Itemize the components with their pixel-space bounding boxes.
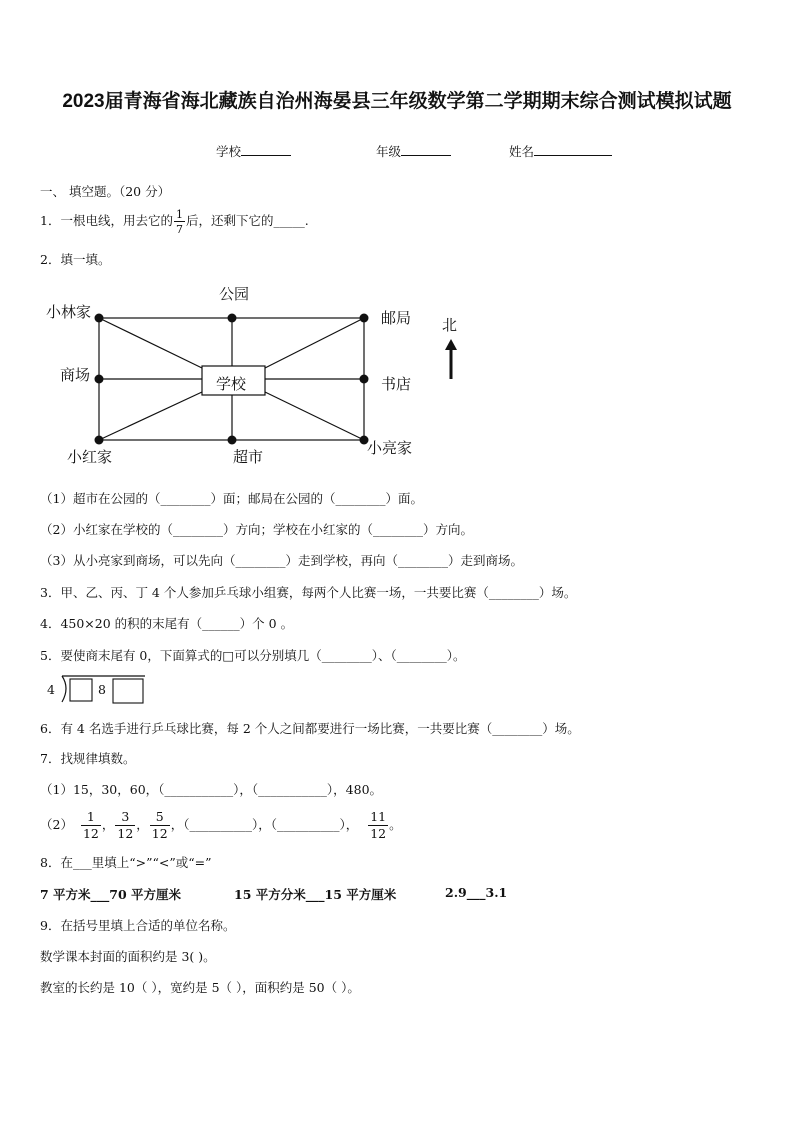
school-field[interactable]: [216, 142, 291, 160]
road-xiaolin-school: [99, 318, 202, 368]
fraction-11-12: [368, 811, 388, 840]
north-arrow-icon: [445, 339, 457, 379]
compare-item-3[interactable]: 2.9___3.1: [445, 885, 508, 900]
dot-market: [228, 436, 237, 445]
q1-fraction: [174, 209, 185, 235]
dot-park: [228, 314, 237, 323]
q1-text-before: 1．一根电线，用去它的: [40, 213, 173, 228]
question-1: [40, 208, 309, 235]
road-xiaoliang-school: [265, 392, 364, 440]
label-north: 北: [442, 317, 458, 334]
dot-xiaohong: [95, 436, 104, 445]
road-xiaohong-school: [99, 392, 202, 440]
question-4[interactable]: 4．450×20 的积的末尾有（______）个 0 。: [40, 616, 294, 631]
label-xiaoliang-home: 小亮家: [367, 440, 413, 457]
section-heading: 一、 填空题。（20 分）: [40, 184, 171, 199]
grade-field[interactable]: [376, 142, 451, 160]
dot-post: [360, 314, 369, 323]
fraction-denominator: 12: [82, 825, 99, 841]
fraction-3-12: [115, 811, 135, 840]
dot-mall: [95, 375, 104, 384]
label-mall: 商场: [60, 367, 91, 384]
q7-2-label: （2）: [40, 817, 73, 832]
fraction-numerator: 5: [150, 811, 170, 826]
divisor: 4: [47, 682, 55, 697]
label-xiaohong-home: 小红家: [67, 449, 113, 466]
fraction-1-12: [81, 811, 101, 840]
fraction-5-12: [150, 811, 170, 840]
dividend-digit: 8: [98, 682, 106, 697]
compare-item-2[interactable]: 15 平方分米___15 平方厘米: [234, 887, 397, 902]
question-9-line-2[interactable]: 教室的长约是 10（ ），宽约是 5（ ），面积约是 50（ ）。: [40, 980, 360, 995]
page-title: 2023届青海省海北藏族自治州海晏县三年级数学第二学期期末综合测试模拟试题: [62, 91, 732, 112]
q1-end: .: [304, 213, 309, 228]
question-6[interactable]: 6．有 4 名选手进行乒乓球比赛，每 2 个人之间都要进行一场比赛，一共要比赛（________）场。: [40, 721, 580, 736]
question-9-line-1[interactable]: 数学课本封面的面积约是 3( )。: [40, 949, 216, 964]
school-blank[interactable]: [241, 143, 291, 156]
question-7-1[interactable]: （1）15，30，60，（___________），（___________），480。: [40, 782, 383, 797]
school-label: 学校: [216, 144, 242, 159]
q7-2-blanks[interactable]: ，（__________），（__________），: [170, 817, 359, 832]
dot-bookstore: [360, 375, 369, 384]
name-blank[interactable]: [534, 143, 612, 156]
fraction-denominator: 12: [117, 825, 134, 841]
name-field[interactable]: [509, 142, 612, 160]
fraction-numerator: 3: [115, 811, 135, 826]
question-2: 2．填一填。: [40, 252, 111, 267]
label-xiaolin-home: 小林家: [46, 304, 92, 321]
fraction-numerator: 1: [81, 811, 101, 826]
question-5[interactable]: 5．要使商末尾有 0，下面算式的□可以分别填几（________）、（________）。: [40, 648, 466, 663]
question-2-2[interactable]: （2）小红家在学校的（________）方向；学校在小红家的（________）方向。: [40, 522, 473, 537]
grade-blank[interactable]: [401, 143, 451, 156]
question-9: 9．在括号里填上合适的单位名称。: [40, 918, 236, 933]
road-post-school: [265, 318, 364, 368]
question-7: 7．找规律填数。: [40, 751, 136, 766]
question-8: 8．在___里填上“>”“<”或“=”: [40, 855, 212, 870]
question-2-1[interactable]: （1）超市在公园的（________）面；邮局在公园的（________）面。: [40, 491, 423, 506]
label-supermarket: 超市: [233, 449, 264, 466]
label-bookstore: 书店: [381, 376, 412, 393]
fraction-denominator: 12: [370, 825, 387, 841]
digit-box-2: [113, 679, 143, 703]
name-label: 姓名: [509, 144, 535, 159]
grade-label: 年级: [376, 144, 402, 159]
q1-text-after: 后，还剩下它的: [185, 213, 274, 228]
label-park: 公园: [219, 286, 250, 303]
label-school: 学校: [216, 376, 247, 393]
question-7-2[interactable]: （2） $\frac{1}{12}$ ， $\frac{3}{12}$ ， $\frac{5}{12}$ ，（__________），（__________）， $\frac{11}{12}$ 。: [40, 809, 402, 841]
fraction-denominator: 12: [151, 825, 168, 841]
question-3[interactable]: 3．甲、乙、丙、丁 4 个人参加乒乓球小组赛，每两个人比赛一场，一共要比赛（________）场。: [40, 585, 577, 600]
q1-fraction-denominator: 7: [175, 222, 183, 236]
division-diagram: [40, 670, 150, 710]
question-2-3[interactable]: （3）从小亮家到商场，可以先向（________）走到学校，再向（________）走到商场。: [40, 553, 523, 568]
compare-item-1[interactable]: 7 平方米___70 平方厘米: [40, 887, 182, 902]
label-post-office: 邮局: [381, 310, 412, 327]
q1-blank[interactable]: _____: [273, 213, 305, 228]
dot-xiaolin: [95, 314, 104, 323]
fraction-numerator: 11: [370, 809, 387, 824]
digit-box-1: [70, 679, 92, 701]
q1-fraction-numerator: 1: [175, 207, 183, 221]
